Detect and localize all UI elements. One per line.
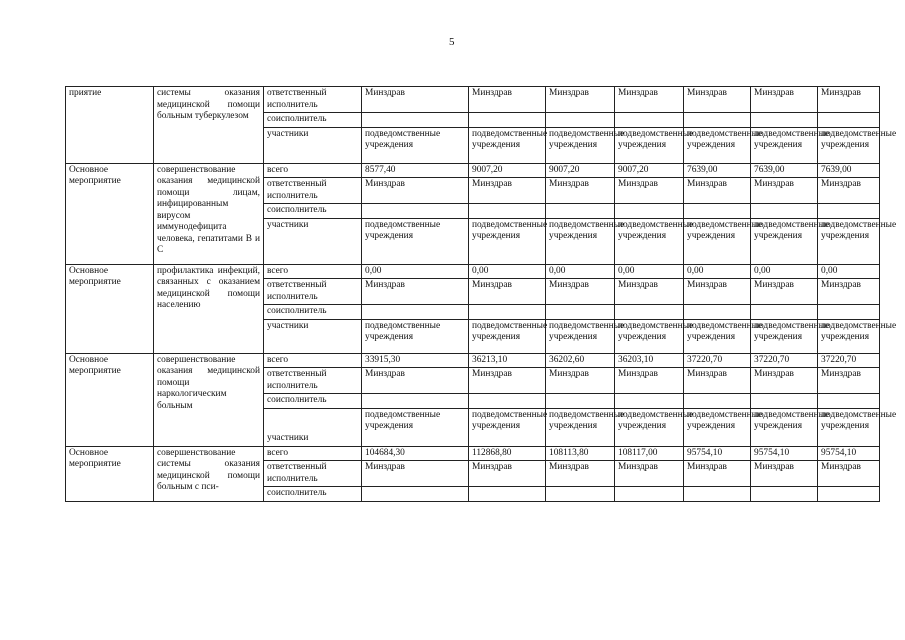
activity-name-cell: системы оказания медицинской помощи больным туберкулезом xyxy=(154,87,264,164)
value-cell: подведомственные учреждения xyxy=(751,319,818,353)
value-cell xyxy=(362,204,469,219)
value-cell: Минздрав xyxy=(615,368,684,394)
value-cell xyxy=(546,394,615,409)
value-cell xyxy=(751,487,818,502)
value-cell xyxy=(751,394,818,409)
table-row xyxy=(66,264,880,279)
role-cell: ответственный исполнитель xyxy=(264,178,362,204)
value-cell: 9007,20 xyxy=(469,163,546,178)
role-cell: участники xyxy=(264,319,362,353)
value-cell: Минздрав xyxy=(684,87,751,113)
value-cell: Минздрав xyxy=(818,178,880,204)
value-cell xyxy=(684,113,751,128)
value-cell: 0,00 xyxy=(751,264,818,279)
value-cell: подведомственные учреждения xyxy=(362,408,469,446)
value-cell: подведомственные учреждения xyxy=(469,319,546,353)
value-cell: 36213,10 xyxy=(469,353,546,368)
value-cell: подведомственные учреждения xyxy=(684,319,751,353)
value-cell: 7639,00 xyxy=(684,163,751,178)
value-cell: Минздрав xyxy=(469,368,546,394)
value-cell: подведомственные учреждения xyxy=(469,408,546,446)
value-cell: Минздрав xyxy=(469,461,546,487)
value-cell: Минздрав xyxy=(546,87,615,113)
value-cell: подведомственные учреждения xyxy=(615,127,684,163)
value-cell: подведомственные учреждения xyxy=(684,218,751,264)
value-cell: 0,00 xyxy=(546,264,615,279)
value-cell xyxy=(546,113,615,128)
value-cell: 7639,00 xyxy=(751,163,818,178)
value-cell: 0,00 xyxy=(362,264,469,279)
value-cell xyxy=(615,113,684,128)
value-cell: подведомственные учреждения xyxy=(751,127,818,163)
value-cell: 112868,80 xyxy=(469,446,546,461)
role-cell: ответственный исполнитель xyxy=(264,368,362,394)
value-cell: подведомственные учреждения xyxy=(546,319,615,353)
role-cell: ответственный исполнитель xyxy=(264,87,362,113)
activity-name-cell: совершенствование оказания медицинской помощи наркологическим больным xyxy=(154,353,264,446)
activity-type-cell: Основное мероприятие xyxy=(66,264,154,353)
table-row xyxy=(66,87,880,113)
value-cell: Минздрав xyxy=(615,178,684,204)
value-cell: подведомственные учреждения xyxy=(546,408,615,446)
value-cell: 0,00 xyxy=(684,264,751,279)
value-cell: подведомственные учреждения xyxy=(469,127,546,163)
value-cell: 0,00 xyxy=(818,264,880,279)
role-cell: соисполнитель xyxy=(264,113,362,128)
value-cell: Минздрав xyxy=(362,87,469,113)
value-cell: Минздрав xyxy=(751,87,818,113)
value-cell: Минздрав xyxy=(362,461,469,487)
value-cell: подведомственные учреждения xyxy=(818,218,880,264)
activity-type-cell: приятие xyxy=(66,87,154,164)
value-cell xyxy=(818,305,880,320)
value-cell: 36202,60 xyxy=(546,353,615,368)
value-cell: Минздрав xyxy=(546,279,615,305)
value-cell: подведомственные учреждения xyxy=(362,319,469,353)
value-cell: Минздрав xyxy=(546,178,615,204)
value-cell xyxy=(684,305,751,320)
value-cell xyxy=(469,394,546,409)
role-cell: участники xyxy=(264,218,362,264)
role-cell: участники xyxy=(264,127,362,163)
value-cell xyxy=(751,113,818,128)
role-cell: соисполнитель xyxy=(264,487,362,502)
value-cell xyxy=(615,394,684,409)
value-cell xyxy=(362,305,469,320)
value-cell: Минздрав xyxy=(818,279,880,305)
value-cell: 108117,00 xyxy=(615,446,684,461)
value-cell: Минздрав xyxy=(615,279,684,305)
value-cell xyxy=(818,113,880,128)
value-cell: Минздрав xyxy=(546,368,615,394)
value-cell: 9007,20 xyxy=(615,163,684,178)
value-cell: подведомственные учреждения xyxy=(751,408,818,446)
value-cell: 95754,10 xyxy=(751,446,818,461)
value-cell: 37220,70 xyxy=(684,353,751,368)
value-cell: 95754,10 xyxy=(684,446,751,461)
value-cell: Минздрав xyxy=(362,368,469,394)
value-cell: подведомственные учреждения xyxy=(362,218,469,264)
value-cell: 33915,30 xyxy=(362,353,469,368)
value-cell: подведомственные учреждения xyxy=(546,127,615,163)
value-cell xyxy=(684,487,751,502)
value-cell: подведомственные учреждения xyxy=(469,218,546,264)
value-cell xyxy=(546,204,615,219)
value-cell xyxy=(362,113,469,128)
value-cell: Минздрав xyxy=(818,87,880,113)
value-cell xyxy=(684,204,751,219)
value-cell: подведомственные учреждения xyxy=(751,218,818,264)
value-cell xyxy=(362,487,469,502)
value-cell: Минздрав xyxy=(751,461,818,487)
value-cell: подведомственные учреждения xyxy=(684,127,751,163)
value-cell: 9007,20 xyxy=(546,163,615,178)
value-cell: Минздрав xyxy=(362,178,469,204)
value-cell xyxy=(818,394,880,409)
value-cell xyxy=(362,394,469,409)
role-cell: соисполнитель xyxy=(264,204,362,219)
value-cell: 36203,10 xyxy=(615,353,684,368)
value-cell: Минздрав xyxy=(684,368,751,394)
role-cell: участники xyxy=(264,408,362,446)
value-cell: подведомственные учреждения xyxy=(615,218,684,264)
value-cell: подведомственные учреждения xyxy=(615,319,684,353)
value-cell: 37220,70 xyxy=(751,353,818,368)
value-cell xyxy=(818,204,880,219)
role-cell: соисполнитель xyxy=(264,394,362,409)
activity-name-cell: профилактика инфекций, связанных с оказанием медицинской помощи населению xyxy=(154,264,264,353)
value-cell: Минздрав xyxy=(751,279,818,305)
value-cell: подведомственные учреждения xyxy=(818,408,880,446)
value-cell: Минздрав xyxy=(469,279,546,305)
value-cell: 7639,00 xyxy=(818,163,880,178)
value-cell xyxy=(615,204,684,219)
value-cell: Минздрав xyxy=(684,461,751,487)
table-row xyxy=(66,446,880,461)
activity-type-cell: Основное мероприятие xyxy=(66,353,154,446)
value-cell: подведомственные учреждения xyxy=(615,408,684,446)
value-cell xyxy=(751,305,818,320)
role-cell: соисполнитель xyxy=(264,305,362,320)
value-cell xyxy=(615,487,684,502)
value-cell: 95754,10 xyxy=(818,446,880,461)
value-cell xyxy=(615,305,684,320)
value-cell: Минздрав xyxy=(362,279,469,305)
value-cell: 0,00 xyxy=(615,264,684,279)
value-cell: Минздрав xyxy=(751,368,818,394)
value-cell: Минздрав xyxy=(684,279,751,305)
value-cell xyxy=(469,487,546,502)
role-cell: всего xyxy=(264,163,362,178)
value-cell: Минздрав xyxy=(615,87,684,113)
value-cell: подведомственные учреждения xyxy=(818,127,880,163)
role-cell: ответственный исполнитель xyxy=(264,461,362,487)
value-cell: подведомственные учреждения xyxy=(546,218,615,264)
value-cell: Минздрав xyxy=(818,368,880,394)
value-cell: подведомственные учреждения xyxy=(362,127,469,163)
value-cell xyxy=(546,305,615,320)
table-row xyxy=(66,353,880,368)
value-cell: Минздрав xyxy=(615,461,684,487)
value-cell xyxy=(469,204,546,219)
value-cell xyxy=(684,394,751,409)
value-cell: 8577,40 xyxy=(362,163,469,178)
activity-name-cell: совершенствование системы оказания медицинской помощи больным с пси- xyxy=(154,446,264,501)
value-cell: подведомственные учреждения xyxy=(818,319,880,353)
value-cell: Минздрав xyxy=(469,87,546,113)
value-cell xyxy=(818,487,880,502)
activity-type-cell: Основное мероприятие xyxy=(66,163,154,264)
role-cell: всего xyxy=(264,264,362,279)
table-row xyxy=(66,163,880,178)
role-cell: всего xyxy=(264,353,362,368)
value-cell: Минздрав xyxy=(684,178,751,204)
value-cell xyxy=(546,487,615,502)
value-cell: 108113,80 xyxy=(546,446,615,461)
value-cell: Минздрав xyxy=(751,178,818,204)
value-cell: подведомственные учреждения xyxy=(684,408,751,446)
value-cell: Минздрав xyxy=(818,461,880,487)
value-cell xyxy=(469,305,546,320)
program-table xyxy=(65,86,897,502)
value-cell xyxy=(751,204,818,219)
role-cell: всего xyxy=(264,446,362,461)
value-cell: Минздрав xyxy=(546,461,615,487)
activity-type-cell: Основное мероприятие xyxy=(66,446,154,501)
activity-name-cell: совершенствование оказания медицинской помощи лицам, инфицированным вирусом иммунодефицита человека, гепатитами В и С xyxy=(154,163,264,264)
value-cell: 0,00 xyxy=(469,264,546,279)
value-cell xyxy=(469,113,546,128)
value-cell: 104684,30 xyxy=(362,446,469,461)
value-cell: Минздрав xyxy=(469,178,546,204)
value-cell: 37220,70 xyxy=(818,353,880,368)
role-cell: ответственный исполнитель xyxy=(264,279,362,305)
page-number: 5 xyxy=(449,36,455,48)
